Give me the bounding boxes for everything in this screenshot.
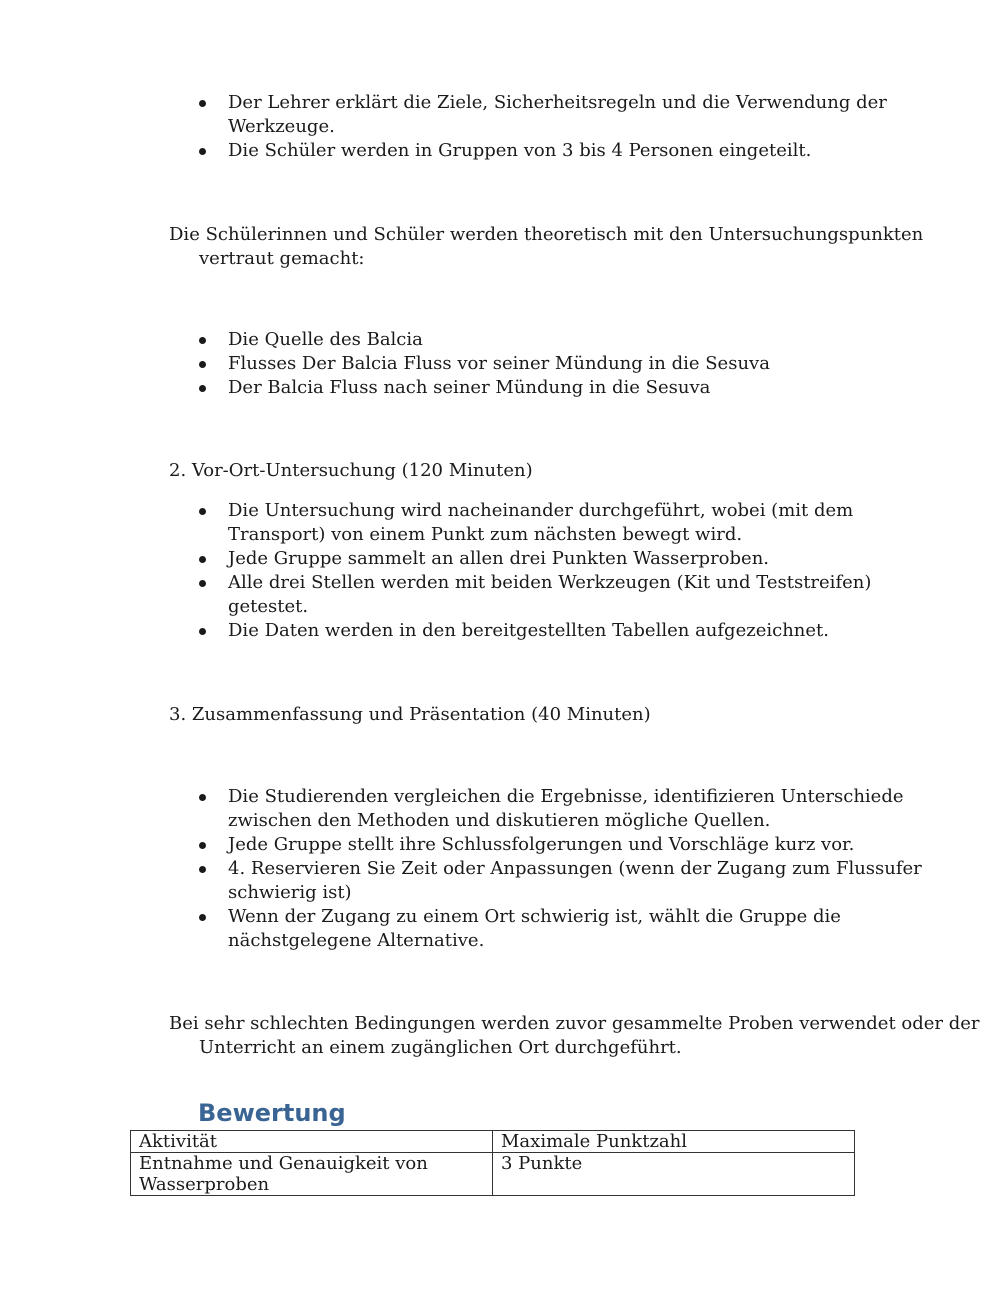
list-item: Jede Gruppe sammelt an allen drei Punkten Wasserproben. bbox=[196, 547, 936, 571]
list-item: Die Schüler werden in Gruppen von 3 bis 4 Personen eingeteilt. bbox=[196, 139, 936, 163]
list-item: Die Daten werden in den bereitgestellten Tabellen aufgezeichnet. bbox=[196, 619, 936, 643]
section-2-title: 2. Vor-Ort-Untersuchung (120 Minuten) bbox=[169, 460, 533, 481]
section-3-bullet-list bbox=[196, 785, 936, 953]
column-header-activity: Aktivität bbox=[131, 1131, 493, 1153]
list-item: Alle drei Stellen werden mit beiden Werkzeugen (Kit und Teststreifen) getestet. bbox=[196, 571, 936, 619]
list-item: Wenn der Zugang zu einem Ort schwierig ist, wählt die Gruppe die nächstgelegene Alternative. bbox=[196, 905, 936, 953]
section-3-title: 3. Zusammenfassung und Präsentation (40 Minuten) bbox=[169, 704, 651, 725]
table-cell-points: 3 Punkte bbox=[493, 1153, 855, 1196]
grading-table bbox=[130, 1130, 855, 1196]
grading-heading: Bewertung bbox=[198, 1099, 346, 1127]
list-item: Die Studierenden vergleichen die Ergebnisse, identifizieren Unterschiede zwischen den Methoden und diskutieren mögliche Quellen. bbox=[196, 785, 936, 833]
list-item: Flusses Der Balcia Fluss vor seiner Mündung in die Sesuva bbox=[196, 352, 936, 376]
theory-paragraph: Die Schülerinnen und Schüler werden theoretisch mit den Untersuchungspunkten vertraut gemacht: bbox=[169, 224, 924, 269]
column-header-max-points: Maximale Punktzahl bbox=[493, 1131, 855, 1153]
table-cell-activity: Entnahme und Genauigkeit von Wasserproben bbox=[131, 1153, 493, 1196]
intro-bullet-list bbox=[196, 91, 936, 163]
list-item: Der Balcia Fluss nach seiner Mündung in die Sesuva bbox=[196, 376, 936, 400]
table-header-row bbox=[131, 1131, 855, 1153]
list-item: Der Lehrer erklärt die Ziele, Sicherheitsregeln und die Verwendung der Werkzeuge. bbox=[196, 91, 936, 139]
table-row bbox=[131, 1153, 855, 1196]
section-2-bullet-list bbox=[196, 499, 936, 643]
list-item: Die Quelle des Balcia bbox=[196, 328, 936, 352]
list-item: 4. Reservieren Sie Zeit oder Anpassungen (wenn der Zugang zum Flussufer schwierig ist) bbox=[196, 857, 936, 905]
list-item: Jede Gruppe stellt ihre Schlussfolgerungen und Vorschläge kurz vor. bbox=[196, 833, 936, 857]
list-item: Die Untersuchung wird nacheinander durchgeführt, wobei (mit dem Transport) von einem Punkt zum nächsten bewegt wird. bbox=[196, 499, 936, 547]
locations-bullet-list bbox=[196, 328, 936, 400]
bad-conditions-paragraph: Bei sehr schlechten Bedingungen werden zuvor gesammelte Proben verwendet oder der Unterricht an einem zugänglichen Ort durchgeführt. bbox=[169, 1013, 980, 1058]
